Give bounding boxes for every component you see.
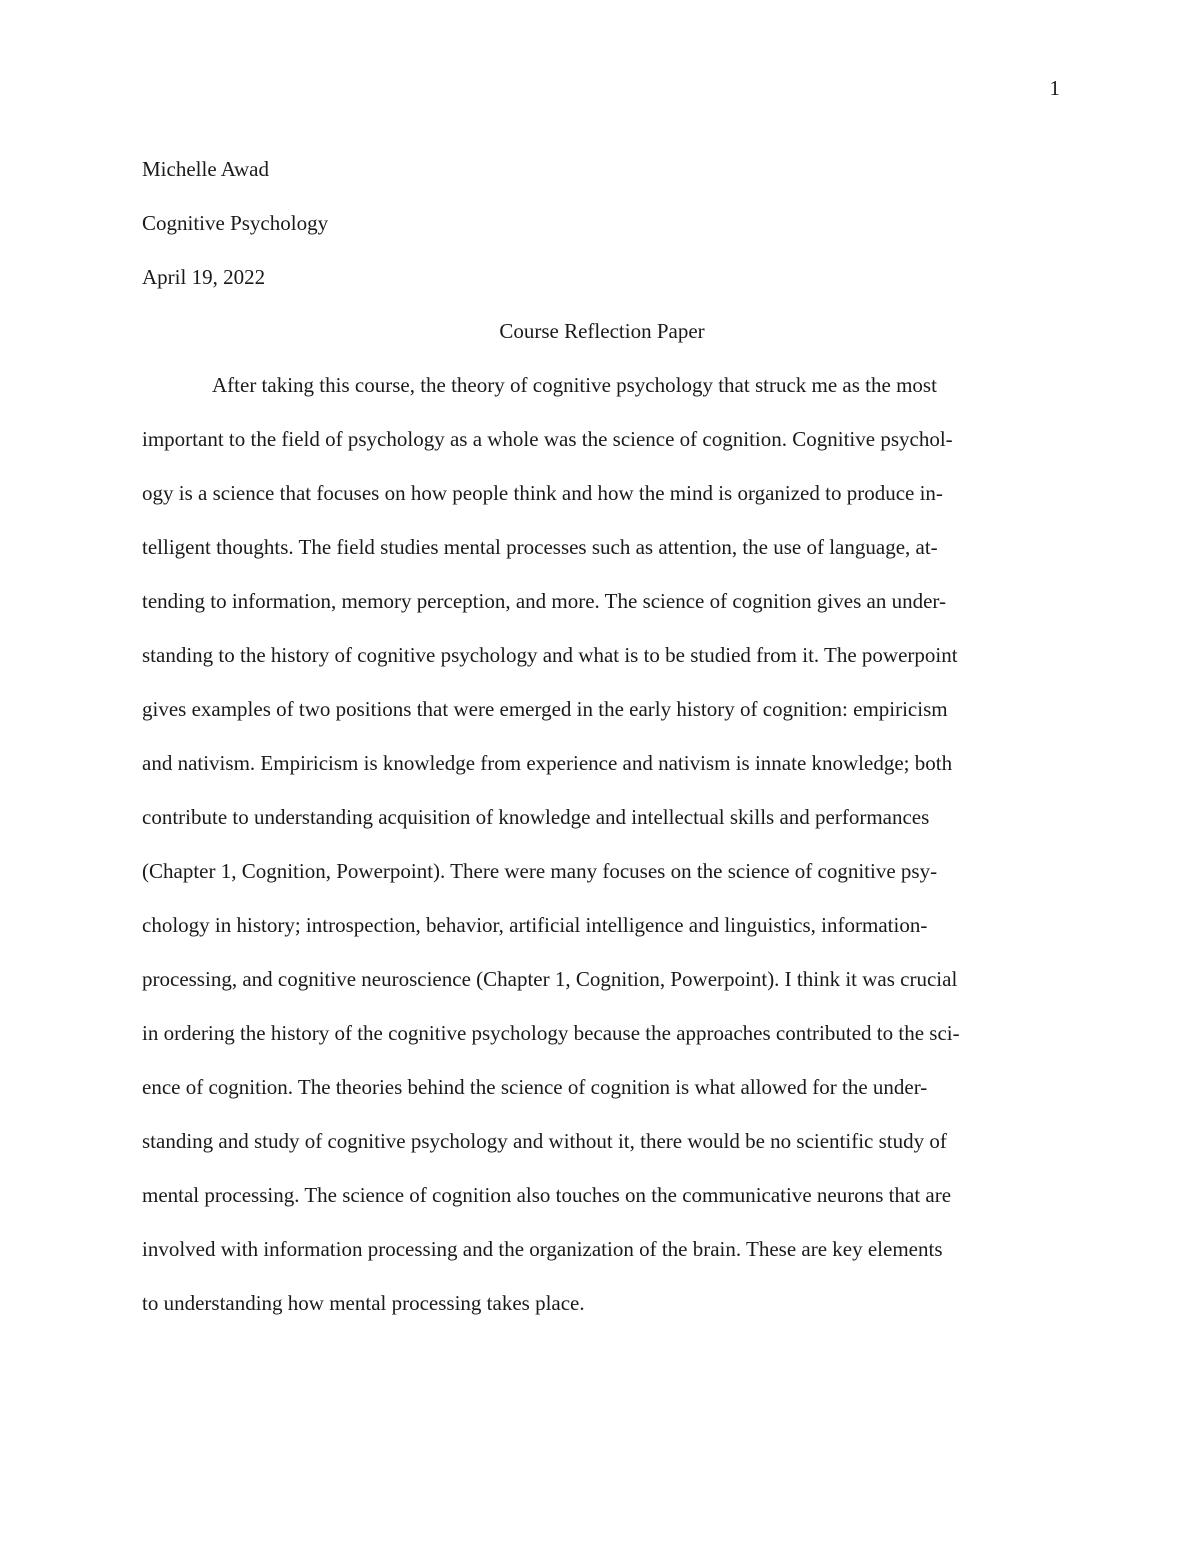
paragraph-line: (Chapter 1, Cognition, Powerpoint). There were many focuses on the science of cognitive psy- (142, 859, 938, 883)
paragraph-line: ence of cognition. The theories behind the science of cognition is what allowed for the under- (142, 1075, 928, 1099)
page-number: 1 (1049, 76, 1060, 100)
paragraph-line: to understanding how mental processing takes place. (142, 1291, 585, 1315)
paragraph-line: telligent thoughts. The field studies mental processes such as attention, the use of language, at- (142, 535, 938, 559)
paragraph-line: gives examples of two positions that were emerged in the early history of cognition: empiricism (142, 697, 948, 721)
course-name: Cognitive Psychology (142, 211, 329, 235)
paragraph-line: contribute to understanding acquisition of knowledge and intellectual skills and performances (142, 805, 930, 829)
paper-title: Course Reflection Paper (499, 319, 705, 343)
paragraph-line: After taking this course, the theory of cognitive psychology that struck me as the most (212, 373, 937, 397)
paragraph-line: mental processing. The science of cognition also touches on the communicative neurons that are (142, 1183, 952, 1207)
paragraph-line: in ordering the history of the cognitive psychology because the approaches contributed to the sci- (142, 1021, 960, 1045)
author-name: Michelle Awad (142, 157, 269, 181)
paragraph-line: important to the field of psychology as a whole was the science of cognition. Cognitive psychol- (142, 427, 953, 451)
paragraph (142, 358, 1062, 1330)
paragraph-line: processing, and cognitive neuroscience (Chapter 1, Cognition, Powerpoint). I think it was crucial (142, 967, 958, 991)
paragraph-line: and nativism. Empiricism is knowledge from experience and nativism is innate knowledge; both (142, 751, 953, 775)
paper-header (142, 142, 1062, 1330)
paragraph-line: involved with information processing and the organization of the brain. These are key elements (142, 1237, 943, 1261)
paragraph-line: chology in history; introspection, behavior, artificial intelligence and linguistics, information- (142, 913, 928, 937)
paper-date: April 19, 2022 (142, 265, 266, 289)
paragraph-line: tending to information, memory perception, and more. The science of cognition gives an under- (142, 589, 946, 613)
paragraph-line: standing to the history of cognitive psychology and what is to be studied from it. The powerpoint (142, 643, 958, 667)
paragraph-line: standing and study of cognitive psychology and without it, there would be no scientific study of (142, 1129, 947, 1153)
paragraph-line: ogy is a science that focuses on how people think and how the mind is organized to produce in- (142, 481, 943, 505)
